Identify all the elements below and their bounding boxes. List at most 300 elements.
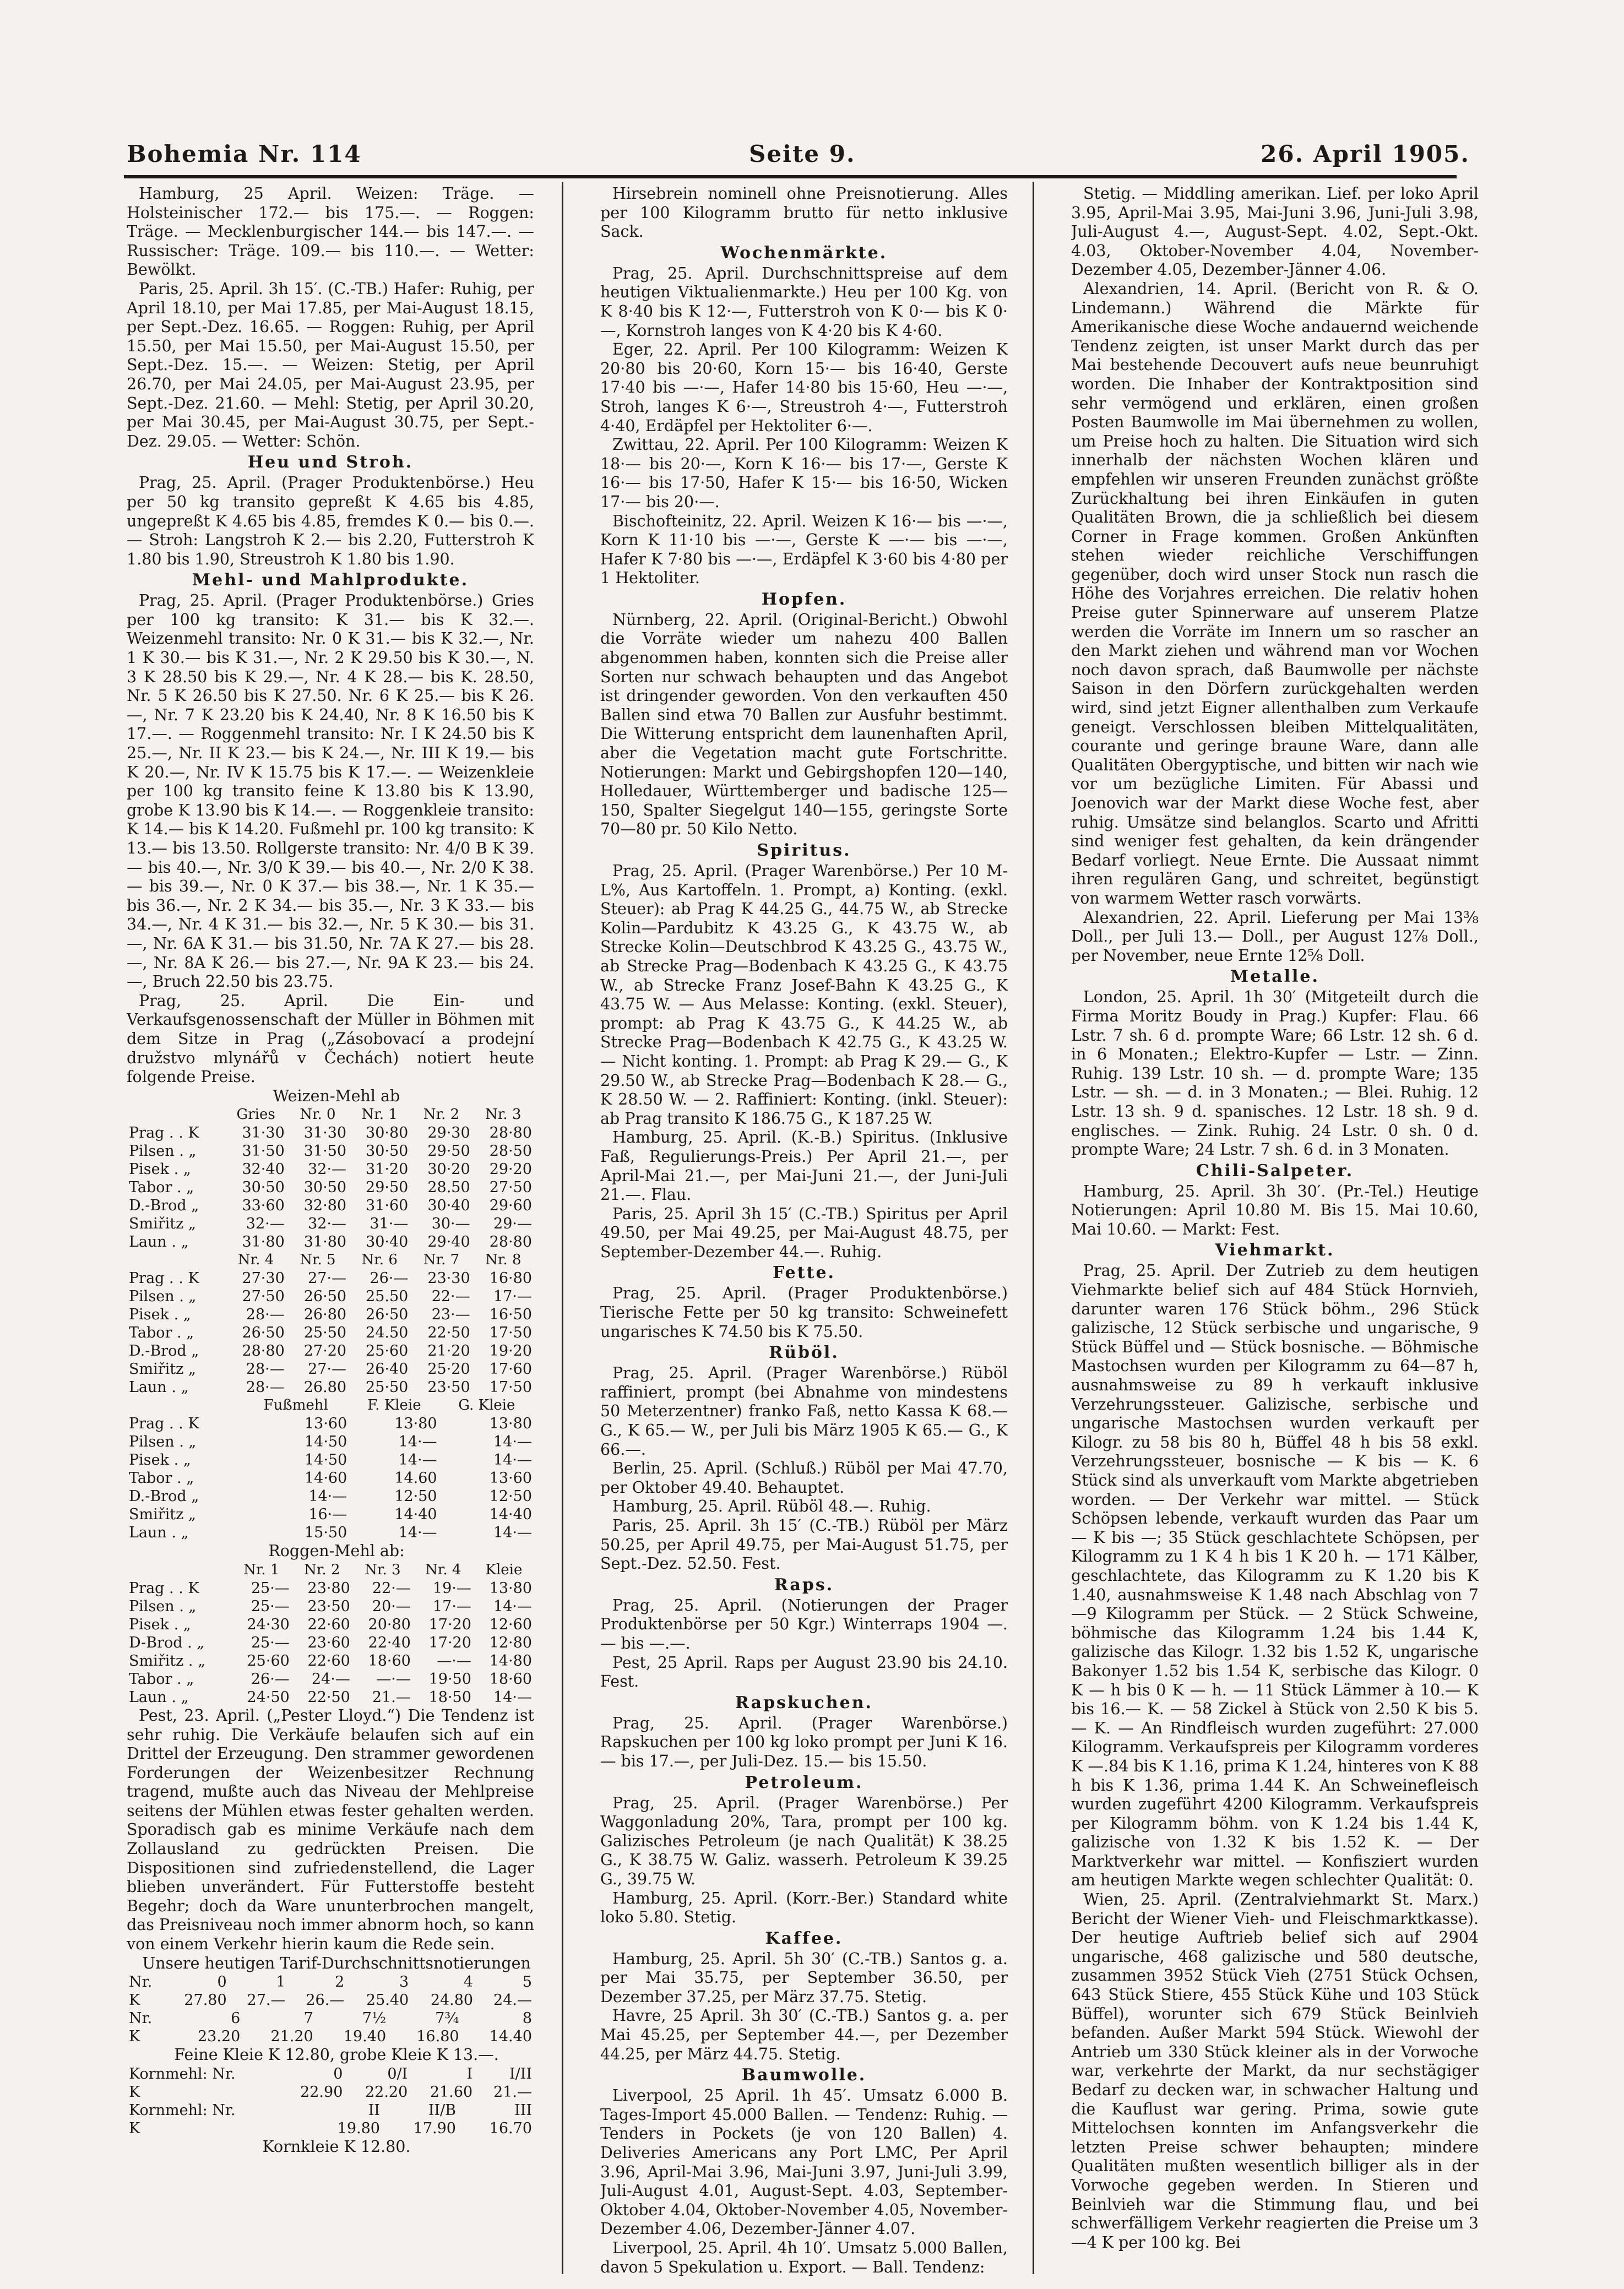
table-row	[127, 1360, 534, 1378]
article-paragraph: Pest, 23. April. („Pester Lloyd.“) Die Tendenz ist sehr ruhig. Die Verkäufe belaufen sich auf ein Drittel der Erzeugung. Den strammer gewordenen Forderungen der Weizenbesitzer Rechnung tragend, mußte auch das Niveau der Mehlpreise seitens der Mühlen etwas fester gehalten werden. Sporadisch gab es minime Verkäufe nach dem Zollausland zu gedrückten Preisen. Die Dispositionen sind zufriedenstellend, die Lager blieben unverändert. Für Futterstoffe besteht Begehr; doch da Ware ununterbrochen mangelt, das Preisniveau noch immer abnorm hoch, so kann von einem Verkehr hierin kaum die Rede sein.	[127, 1706, 534, 1954]
table-header-cell: 2	[335, 1973, 345, 1991]
table-cell: 26·80	[303, 1306, 347, 1324]
table-cell: 24.50	[366, 1324, 409, 1342]
table-cell: Laun . „	[129, 1524, 189, 1542]
table-cell: 14·—	[398, 1433, 437, 1451]
table-cell: 18·60	[368, 1652, 411, 1670]
article-paragraph: Prag, 25. April. (Prager Warenbörse.) Per 10 M-L%, Aus Kartoffeln. 1. Prompt, a) Konting. (exkl. Steuer): ab Prag K 44.25 G., 44.75 W., ab Strecke Kolin—Pardubitz K 43.25 G., K 43.75 W., ab Strecke Kolin—Deutschbrod K 43.25 G., 43.75 W., ab Strecke Prag—Bodenbach K 43.25 G., K 43.75 W., ab Strecke Franz Josef-Bahn K 43.25 G., K 43.75 W. — Aus Melasse: Konting. (exkl. Steuer), prompt: ab Prag K 43.75 G., K 44.25 W., ab Strecke Prag—Bodenbach K 42.75 G., K 43.25 W. — Nicht konting. 1. Prompt: ab Prag K 29.— G., K 29.50 W., ab Strecke Prag—Bodenbach K 28.— G., K 28.50 W. — 2. Raffiniert: Konting. (inkl. Steuer): ab Prag transito K 186.75 G., K 187.25 W.	[600, 862, 1008, 1128]
table-cell: Smiřitz . „	[129, 1652, 206, 1670]
table-header-cell: 5	[522, 1973, 532, 1991]
table-row	[127, 1688, 534, 1706]
table-cell: 27·20	[303, 1342, 347, 1360]
table-cell: 30·40	[366, 1233, 409, 1251]
table-header-row	[127, 1561, 534, 1579]
table-cell: 24.—	[493, 1992, 532, 2009]
table-header-cell: 8	[522, 2010, 532, 2027]
table-header-cell: II/B	[428, 2101, 456, 2119]
table-cell: K	[129, 2028, 140, 2046]
table-cell: 27.80	[184, 1992, 227, 2009]
article-paragraph: Eger, 22. April. Per 100 Kilogramm: Weizen K 20·80 bis 20·60, Korn 15·— bis 16·40, Gerste 17·40 bis —·—, Hafer 14·80 bis 15·60, Heu —·—, Stroh, langes K 6·—, Streustroh 4·—, Futterstroh 4·40, Erdäpfel per Hektoliter 6·—.	[600, 340, 1008, 435]
table-cell: 23.20	[197, 2028, 241, 2046]
price-table	[127, 1561, 534, 1706]
table-header-cell: Nr. 5	[300, 1252, 336, 1269]
table-cell: 23·80	[307, 1579, 350, 1597]
section-heading: Hopfen.	[761, 589, 847, 609]
section-heading: Fette.	[773, 1263, 835, 1283]
table-cell: 26·50	[366, 1306, 409, 1324]
table-cell: 26·—	[370, 1270, 409, 1287]
table-cell: Pisek . „	[129, 1451, 191, 1469]
table-cell: 23·—	[431, 1306, 470, 1324]
table-cell: 27·—	[308, 1361, 347, 1378]
tariff-table	[127, 2065, 534, 2101]
table-cell: 30·40	[427, 1197, 470, 1215]
table-cell: 27·50	[242, 1288, 285, 1306]
tariff-table	[127, 2009, 534, 2046]
table-cell: 19·—	[432, 1579, 471, 1597]
table-row	[127, 1233, 534, 1251]
table-row	[127, 1215, 534, 1233]
table-cell: 23·50	[307, 1597, 350, 1615]
article-paragraph: Prag, 25. April. Durchschnittspreise auf dem heutigen Viktualienmarkte.) Heu per 100 Kg. von K 8·40 bis K 12·—, Futterstroh von K 0·— bis K 0·—, Kornstroh langes von K 4·20 bis K 4·60.	[600, 264, 1008, 340]
table-cell: Tabor . „	[129, 1179, 194, 1197]
table-header-cell	[127, 1106, 225, 1124]
table-header-cell: 4	[463, 1973, 474, 1991]
table-cell: 25·—	[251, 1579, 290, 1597]
article-paragraph: Havre, 25 April. 3h 30′ (C.-TB.) Santos g. a. per Mai 45.25, per September 44.—, per Dezember 44.25, per März 44.75. Stetig.	[600, 2007, 1008, 2063]
section-heading: Raps.	[774, 1575, 834, 1595]
table-header-cell: II	[368, 2101, 380, 2119]
table-header-cell: 3	[399, 1973, 409, 1991]
table-row	[127, 1433, 534, 1451]
table-cell: Pisek . „	[129, 1306, 191, 1324]
article-paragraph: Nürnberg, 22. April. (Original-Bericht.) Obwohl die Vorräte wieder um nahezu 400 Ballen abgenommen haben, konnten sich die Preise aller Sorten nur schwach behaupten und das Angebot ist dringender geworden. Von den verkauften 450 Ballen sind etwa 70 Ballen zur Ausfuhr bestimmt. Die Witterung entspricht dem launenhaften April, aber die Vegetation macht gute Fortschritte. Notierungen: Markt und Gebirgshopfen 120—140, Holledauer, Württemberger und badische 125—150, Spalter Siegelgut 140—155, geringste Sorte 70—80 pr. 50 Kilo Netto.	[600, 610, 1008, 839]
table-cell: 21.—	[493, 2083, 532, 2101]
price-table	[127, 1251, 534, 1396]
article-paragraph: Alexandrien, 14. April. (Bericht von R. & O. Lindemann.) Während die Märkte für Amerikanische diese Woche andauernd weichende Tendenz zeigten, ist unser Markt durch das per Mai bestehende Decouvert aufs neue beunruhigt worden. Die Inhaber der Kontraktposition sind sehr vermögend und erklären, einen großen Posten Baumwolle im Mai übernehmen zu wollen, um Preise hoch zu halten. Die Situation wird sich innerhalb der nächsten Wochen klären und empfehlen wir unseren Freunden zunächst größte Zurückhaltung bei ihren Einkäufen in guten Qualitäten Brown, die ja schließlich bei diesem Corner in Frage kommen. Großen Ankünften stehen wieder reichliche Verschiffungen gegenüber, doch wird unser Stock nun rasch die Höhe des Vorjahres erreichen. Die relativ hohen Preise guter Spinnerware auf unserem Platze werden die Vorräte im Innern um so rascher an den Markt ziehen und während man vor Wochen noch davon sprach, daß Baumwolle per nächste Saison in den Dörfern zurückgehalten werden wird, sind jetzt Eigner allenthalben zum Verkaufe geneigt. Verschlossen bleiben Mittelqualitäten, courante und geringe braune Ware, dann alle Qualitäten Obergyptische, und bitten wir nach wie vor um bezügliche Limiten. Für Abassi und Joenovich war der Markt diese Woche fest, aber ruhig. Umsätze sind belanglos. Scarto und Afritti sind weniger fest gehalten, da kein drängender Bedarf vorliegt. Neue Ernte. Die Aussaat nimmt ihren regulären Gang, und schreitet, begünstigt von warmem Wetter rasch vorwärts.	[1071, 279, 1479, 907]
table-header-cell: Nr. 1	[361, 1106, 398, 1123]
table-header-cell: 6	[231, 2010, 241, 2027]
table-cell: Pilsen . „	[129, 1597, 197, 1615]
table-row	[127, 1451, 534, 1469]
publication-name: Bohemia Nr. 114	[127, 140, 362, 167]
table-cell: 13·80	[394, 1415, 437, 1433]
column-divider	[562, 182, 563, 2274]
table-cell: 29·60	[489, 1197, 532, 1215]
table-cell: 12·50	[489, 1488, 532, 1505]
table-cell: 26.80	[303, 1379, 347, 1396]
table-cell: D.-Brod „	[129, 1197, 199, 1215]
table-cell: 19·50	[428, 1670, 471, 1688]
table-cell: 24·50	[247, 1688, 290, 1706]
table-cell: 21·20	[427, 1342, 470, 1360]
table-cell: K	[129, 2083, 140, 2101]
table-cell: 14·60	[304, 1470, 347, 1487]
table-cell: 25·—	[251, 1597, 290, 1615]
table-header-cell: III	[514, 2101, 532, 2119]
table-cell: 14·—	[398, 1451, 437, 1469]
table-cell: 17·50	[489, 1324, 532, 1342]
section-heading: Wochenmärkte.	[720, 243, 888, 263]
table-cell: 23·60	[307, 1634, 350, 1651]
table-cell: 14·—	[493, 1688, 532, 1706]
table-cell: 14·—	[493, 1451, 532, 1469]
table-cell: 27·50	[489, 1179, 532, 1197]
article-paragraph: Hamburg, 25. April. Rüböl 48.—. Ruhig.	[612, 1497, 931, 1516]
table-cell: 22·40	[368, 1634, 411, 1651]
table-header-row	[127, 2065, 534, 2083]
table-cell: Prag . . K	[129, 1270, 199, 1287]
table-cell: Tabor . „	[129, 1670, 194, 1688]
article-paragraph: Berlin, 25. April. (Schluß.) Rüböl per Mai 47.70, per Oktober 49.40. Behauptet.	[600, 1459, 1008, 1497]
table-row	[127, 1469, 534, 1487]
table-cell: Laun . „	[129, 1233, 189, 1251]
section-heading: Chili-Salpeter.	[1196, 1161, 1354, 1181]
table-cell: 17·—	[493, 1288, 532, 1306]
table-cell: 32·—	[308, 1215, 347, 1233]
table-cell: 28·80	[489, 1233, 532, 1251]
table-cell: 12·60	[489, 1616, 532, 1633]
table-cell: 14·—	[308, 1488, 347, 1505]
table-row	[127, 1670, 534, 1688]
table-row	[127, 1160, 534, 1178]
table-row	[127, 1378, 534, 1396]
table-header-cell	[127, 1251, 225, 1269]
article-paragraph: Prag, 25. April. (Prager Warenbörse.) Rapskuchen per 100 kg loko prompt per Juni K 16.— bis 17.—, per Juli-Dez. 15.— bis 15.50.	[600, 1714, 1008, 1770]
table-header-row	[127, 1973, 534, 1991]
table-header-cell: 0	[333, 2065, 343, 2083]
table-cell: 22·50	[307, 1688, 350, 1706]
table-cell: Prag . . K	[129, 1124, 199, 1142]
table-cell: —·—	[376, 1670, 411, 1688]
table-cell: Laun . „	[129, 1379, 189, 1396]
table-cell: 22.20	[365, 2083, 408, 2101]
table-cell: 22·—	[372, 1579, 411, 1597]
table-cell: Smiřitz „	[129, 1361, 196, 1378]
table-cell: 25.40	[366, 1992, 409, 2009]
table-row	[127, 1616, 534, 1634]
table-cell: 31·80	[303, 1233, 347, 1251]
table-cell: 30·—	[431, 1215, 470, 1233]
table-cell: 14.40	[489, 2028, 532, 2046]
table-cell: 16.80	[416, 2028, 459, 2046]
table-cell: 13·60	[489, 1470, 532, 1487]
column-divider	[1033, 182, 1034, 2274]
table-cell: 14·40	[489, 1506, 532, 1524]
table-cell: Pilsen . „	[129, 1143, 197, 1160]
table-row	[127, 2083, 534, 2101]
table-cell: 29·—	[493, 1215, 532, 1233]
table-note: Feine Kleie K 12.80, grobe Kleie K 13.—.	[174, 2046, 499, 2064]
article-paragraph: Liverpool, 25. April. 4h 10′. Umsatz 5.000 Ballen, davon 5 Spekulation u. Export. — Ball. Tendenz:	[600, 2239, 1008, 2276]
article-paragraph: Stetig. — Middling amerikan. Lief. per loko April 3.95, April-Mai 3.95, Mai-Juni 3.96, Juni-Juli 3.98, Juli-August 4.—, August-Sept. 4.02, Sept.-Okt. 4.03, Oktober-November 4.04, November-Dezember 4.05, Dezember-Jänner 4.06.	[1071, 184, 1479, 279]
table-header-row	[127, 2009, 534, 2027]
table-cell: 15·50	[304, 1524, 347, 1542]
table-cell: 31·30	[242, 1124, 285, 1142]
table-header-cell: 1	[276, 1973, 286, 1991]
table-cell: 31·50	[303, 1143, 347, 1160]
table-cell: 29·20	[489, 1161, 532, 1178]
article-paragraph: Zwittau, 22. April. Per 100 Kilogramm: Weizen K 18·— bis 20·—, Korn K 16·— bis 17·—, Gerste K 16·— bis 17·50, Hafer K 15·— bis 16·50, Wicken 17·— bis 20·—.	[600, 436, 1008, 511]
section-heading: Mehl- und Mahlprodukte.	[192, 570, 469, 590]
section-heading: Viehmarkt.	[1215, 1241, 1335, 1260]
section-heading: Rapskuchen.	[735, 1693, 873, 1712]
table-row	[127, 1597, 534, 1616]
table-header-row	[127, 1251, 534, 1269]
article-paragraph: Alexandrien, 22. April. Lieferung per Mai 13⅜ Doll., per Juli 13.— Doll., per August 12⅞ Doll., per November, neue Ernte 12⅝ Doll.	[1071, 908, 1479, 965]
table-cell: 14·80	[489, 1652, 532, 1670]
table-cell: Pisek . „	[129, 1161, 191, 1178]
table-cell: 25·50	[303, 1324, 347, 1342]
article-paragraph: Hirsebrein nominell ohne Preisnotierung. Alles per 100 Kilogramm brutto für netto inklusive Sack.	[600, 184, 1008, 241]
article-paragraph: Prag, 25. April. (Prager Warenbörse.) Per Waggonladung 20%, Tara, prompt per 100 kg. Galizisches Petroleum (je nach Qualität) K 38.25 G., K 38.75 W. Galiz. wasserh. Petroleum K 39.25 G., 39.75 W.	[600, 1793, 1008, 1888]
table-cell: 21.—	[372, 1688, 411, 1706]
table-cell: 28·—	[246, 1379, 285, 1396]
section-heading: Heu und Stroh.	[247, 453, 414, 472]
column-3	[1071, 184, 1479, 2282]
table-cell: 24·30	[247, 1616, 290, 1633]
table-cell: 17·60	[489, 1361, 532, 1378]
section-heading: Rüböl.	[769, 1343, 839, 1363]
table-header-cell: Nr. 2	[304, 1561, 340, 1578]
table-cell: 26·50	[303, 1288, 347, 1306]
article-paragraph: London, 25. April. 1h 30′ (Mitgeteilt durch die Firma Moritz Boudy in Prag.) Kupfer: Flau. 66 Lstr. 7 sh. 6 d. prompte Ware; 66 Lstr. 12 sh. 6 d. in 6 Monaten.; Elektro-Kupfer — Lstr. — Zinn. Ruhig. 139 Lstr. 10 sh. — d. prompte Ware; 135 Lstr. — sh. — d. in 3 Monaten.; — Blei. Ruhig. 12 Lstr. 13 sh. 9 d. spanisches. 12 Lstr. 18 sh. 9 d. englisches. — Zink. Ruhig. 24 Lstr. 0 sh. 0 d. prompte Ware; 24 Lstr. 7 sh. 6 d. in 3 Monaten.	[1071, 988, 1479, 1159]
table-cell: 16·50	[489, 1306, 532, 1324]
table-cell: 26.—	[306, 1992, 345, 2009]
table-cell: 19.80	[337, 2119, 380, 2137]
section-heading: Baumwolle.	[741, 2065, 867, 2085]
table-row	[127, 1124, 534, 1142]
tariff-table	[127, 2101, 534, 2138]
table-cell: 28·—	[246, 1361, 285, 1378]
issue-date: 26. April 1905.	[1261, 140, 1470, 167]
price-table	[127, 1106, 534, 1251]
table-cell: 23·50	[427, 1379, 470, 1396]
table-cell: Prag . . K	[129, 1415, 199, 1433]
table-cell: 16.70	[489, 2119, 532, 2137]
table-cell: 22·50	[427, 1324, 470, 1342]
article-paragraph: Prag, 25. April. (Prager Warenbörse.) Rüböl raffiniert, prompt (bei Abnahme von mindestens 50 Meterzentner) franko Faß, netto Kassa K 68.— G., K 65.— W., per Juli bis März 1905 K 65.— G., K 66.—.	[600, 1364, 1008, 1459]
table-cell: 14·—	[493, 1433, 532, 1451]
article-paragraph: Bischofteinitz, 22. April. Weizen K 16·— bis —·—, Korn K 11·10 bis —·—, Gerste K —·— bis —·—, Hafer K 7·80 bis —·—, Erdäpfel K 3·60 bis 4·80 per 1 Hektoliter.	[600, 512, 1008, 588]
table-header-cell: Nr. 3	[485, 1106, 522, 1123]
table-cell: 13·80	[489, 1415, 532, 1433]
table-row	[127, 1142, 534, 1160]
table-cell: D-Brod . „	[129, 1634, 205, 1651]
table-header-cell: Nr. 8	[485, 1252, 522, 1269]
table-cell: Tabor . „	[129, 1324, 194, 1342]
table-header-cell: Nr. 1	[243, 1561, 280, 1578]
table-cell: 30·80	[366, 1124, 409, 1142]
table-cell: 17·20	[428, 1616, 471, 1633]
article-paragraph: Hamburg, 25 April. Weizen: Träge. — Holsteinischer 172.— bis 175.—. — Roggen: Träge. — Mecklenburgischer 144.— bis 147.—. — Russischer: Träge. 109.— bis 110.—. — Wetter: Bewölkt.	[127, 184, 534, 279]
table-cell: 14·—	[493, 1597, 532, 1615]
column-2	[600, 184, 1008, 2282]
table-cell: 22·—	[431, 1288, 470, 1306]
table-cell: 23·30	[427, 1270, 470, 1287]
table-header-cell: Nr. 4	[425, 1561, 461, 1578]
table-cell: 30·50	[242, 1179, 285, 1197]
table-cell: 30·50	[366, 1143, 409, 1160]
table-header-cell: I/II	[509, 2065, 532, 2083]
table-row	[127, 1634, 534, 1652]
table-cell: 31·60	[366, 1197, 409, 1215]
table-header-row	[127, 1396, 534, 1415]
table-header-cell: 7½	[362, 2010, 387, 2027]
table-cell: 28.50	[427, 1179, 470, 1197]
table-cell: 27·—	[308, 1270, 347, 1287]
section-heading: Metalle.	[1230, 967, 1319, 987]
table-cell: 12·50	[394, 1488, 437, 1505]
table-cell: Smiřitz „	[129, 1506, 196, 1524]
table-header-cell: 0	[217, 1973, 227, 1991]
table-cell: 32·—	[308, 1161, 347, 1178]
table-header-row	[127, 1106, 534, 1124]
table-header-cell: Nr.	[129, 2010, 153, 2027]
table-header-cell: Nr. 3	[365, 1561, 401, 1578]
page-number: Seite 9.	[749, 140, 856, 167]
table-cell: 31·80	[242, 1233, 285, 1251]
table-cell: 25·60	[366, 1342, 409, 1360]
table-cell: —·—	[437, 1652, 471, 1670]
table-cell: 33·60	[242, 1197, 285, 1215]
table-row	[127, 1524, 534, 1542]
article-paragraph: Hamburg, 25. April. (Korr.-Ber.) Standard white loko 5.80. Stetig.	[600, 1889, 1008, 1927]
table-header-cell: Fußmehl	[263, 1397, 328, 1414]
table-cell: 16·—	[308, 1506, 347, 1524]
table-header-cell: Nr. 2	[423, 1106, 460, 1123]
article-paragraph: Hamburg, 25. April. (K.-B.) Spiritus. (Inklusive Faß, Regulierungs-Preis.) Per April 21.—, per April-Mai 21.—, per Mai-Juni 21.—, der Juni-Juli 21.—. Flau.	[600, 1128, 1008, 1204]
table-cell: 16·80	[489, 1270, 532, 1287]
table-cell: 17.90	[413, 2119, 456, 2137]
table-cell: 14·50	[304, 1433, 347, 1451]
table-row	[127, 1306, 534, 1324]
table-cell: Pilsen . „	[129, 1288, 197, 1306]
article-paragraph: Prag, 25. April. (Prager Produktenbörse.) Heu per 50 kg transito gepreßt K 4.65 bis 4.85, ungepreßt K 4.65 bis 4.85, fremdes K 0.— bis 0.—. — Stroh: Langstroh K 2.— bis 2.20, Futterstroh K 1.80 bis 1.90, Streustroh K 1.80 bis 1.90.	[127, 474, 534, 568]
table-cell: K	[129, 1992, 140, 2009]
article-paragraph: Prag, 25. April. (Prager Produktenbörse.) Gries per 100 kg transito: K 31.— bis K 32.—. Weizenmehl transito: Nr. 0 K 31.— bis K 32.—, Nr. 1 K 30.— bis K 31.—, Nr. 2 K 29.50 bis K 30.—, N. 3 K 28.50 bis K 29.—, Nr. 4 K 28.— bis K. 28.50, Nr. 5 K 26.50 bis K 27.50. Nr. 6 K 25.— bis K 26.—, Nr. 7 K 23.20 bis K 24.40, Nr. 8 K 16.50 bis K 17.—. — Roggenmehl transito: Nr. I K 24.50 bis K 25.—, Nr. II K 23.— bis K 24.—, Nr. III K 19.— bis K 20.—, Nr. IV K 15.75 bis K 17.—. — Weizenkleie per 100 kg transito feine K 13.80 bis K 13.90, grobe K 13.90 bis K 14.—. — Roggenkleie transito: K 14.— bis K 14.20. Fußmehl pr. 100 kg transito: K 13.— bis 13.50. Rollgerste transito: Nr. 4/0 B K 39.— bis 40.—, Nr. 3/0 K 39.— bis 40.—, Nr. 2/0 K 38.— bis 39.—, Nr. 0 K 37.— bis 38.—, Nr. 1 K 35.— bis 36.—, Nr. 2 K 34.— bis 35.—, Nr. 3 K 33.— bis 34.—, Nr. 4 K 31.— bis 32.—, Nr. 5 K 30.— bis 31.—, Nr. 6A K 31.— bis 31.50, Nr. 7A K 27.— bis 28.—, Nr. 8A K 26.— bis 27.—, Nr. 9A K 23.— bis 24.—, Bruch 22.50 bis 23.75.	[127, 591, 534, 991]
table-row	[127, 1415, 534, 1433]
table-cell: 14.60	[394, 1470, 437, 1487]
table-cell: 12·80	[489, 1634, 532, 1651]
table-cell: 19.40	[343, 2028, 387, 2046]
table-cell: 24.80	[430, 1992, 474, 2009]
table-cell: 27.—	[247, 1992, 286, 2009]
table-header-cell: Gries	[236, 1106, 275, 1123]
table-header-cell: 7	[303, 2010, 313, 2027]
article-paragraph: Wien, 25. April. (Zentralviehmarkt St. Marx.) Bericht der Wiener Vieh- und Fleischmarktkasse). Der heutige Auftrieb belief sich auf 2904 ungarische, 468 galizische und 580 deutsche, zusammen 3952 Stück Vieh (2751 Stück Ochsen, 643 Stück Stiere, 455 Stück Kühe und 103 Stück Büffel), worunter sich 679 Stück Beinlvieh befanden. Außer Markt 594 Stück. Wiewohl der Antrieb um 330 Stück kleiner als in der Vorwoche war, verkehrte der Markt, da nur sechstägiger Bedarf zu decken war, in schwacher Haltung und die Kauflust war gering. Prima, sowie gute Mittelochsen konnten im Anfangsverkehr die letzten Preise schwer behaupten; mindere Qualitäten mußten wesentlich billiger als in der Vorwoche gegeben werden. In Stieren und Beinlvieh war die Stimmung flau, und bei schwerfälligem Verkehr reagierten die Preise um 3—4 K per 100 kg. Bei	[1071, 1890, 1479, 2252]
table-cell: 25·50	[366, 1379, 409, 1396]
table-header-cell	[127, 1561, 231, 1579]
article-paragraph: Prag, 25. April. (Prager Produktenbörse.) Tierische Fette per 50 kg transito: Schweinefett ungarisches K 74.50 bis K 75.50.	[600, 1284, 1008, 1341]
table-row	[127, 2027, 534, 2046]
table-header-cell	[127, 1396, 242, 1415]
table-header-cell: Nr. 4	[237, 1252, 274, 1269]
article-paragraph: Liverpool, 25 April. 1h 45′. Umsatz 6.000 B. Tages-Import 45.000 Ballen. — Tendenz: Ruhig. — Tenders in Pockets (je von 120 Ballen) 4. Deliveries Americans any Port LMC, Per April 3.96, April-Mai 3.96, Mai-Juni 3.97, Juni-Juli 3.99, Juli-August 4.01, August-Sept. 4.03, September-Oktober 4.04, Oktober-November 4.05, November-Dezember 4.06, Dezember-Jänner 4.07.	[600, 2086, 1008, 2238]
table-cell: 17·—	[432, 1597, 471, 1615]
table-cell: Laun . „	[129, 1688, 189, 1706]
table-cell: 18·60	[489, 1670, 532, 1688]
table-row	[127, 1342, 534, 1360]
table-cell: 18·50	[428, 1688, 471, 1706]
table-cell: 14·—	[398, 1524, 437, 1542]
table-header-cell: Kleie	[485, 1561, 523, 1578]
table-row	[127, 1287, 534, 1306]
table-cell: 31·—	[370, 1215, 409, 1233]
table-header-cell: Nr. 0	[300, 1106, 336, 1123]
section-heading: Spiritus.	[757, 841, 851, 860]
table-row	[127, 1991, 534, 2009]
table-cell: 26·40	[366, 1361, 409, 1378]
section-heading: Kaffee.	[765, 1928, 843, 1948]
table-row	[127, 1579, 534, 1597]
table-title: Roggen-Mehl ab:	[268, 1542, 405, 1561]
table-header-row	[127, 2101, 534, 2119]
article-paragraph: Paris, 25. April. 3h 15′. (C.-TB.) Hafer: Ruhig, per April 18.10, per Mai 17.85, per Mai-August 18.15, per Sept.-Dez. 16.65. — Roggen: Ruhig, per April 15.50, per Mai 15.50, per Mai-August 15.50, per Sept.-Dez. 15.—. — Weizen: Stetig, per April 26.70, per Mai 24.05, per Mai-August 23.95, per Sept.-Dez. 21.60. — Mehl: Stetig, per April 30.20, per Mai 30.45, per Mai-August 30.75, per Sept.-Dez. 29.05. — Wetter: Schön.	[127, 279, 534, 450]
table-cell: 13·60	[304, 1415, 347, 1433]
table-cell: 28·80	[242, 1342, 285, 1360]
table-row	[127, 1324, 534, 1342]
table-cell: 30·50	[303, 1179, 347, 1197]
table-cell: 29·50	[366, 1179, 409, 1197]
table-cell: 20·—	[372, 1597, 411, 1615]
table-header-cell: F. Kleie	[367, 1397, 421, 1414]
table-cell: 22.90	[300, 2083, 343, 2101]
table-cell: 32·40	[242, 1161, 285, 1178]
article-paragraph: Prag, 25. April. (Notierungen der Prager Produktenbörse per 50 Kgr.) Winterraps 1904 —.— bis —.—.	[600, 1596, 1008, 1652]
article-paragraph: Prag, 25. April. Der Zutrieb zu dem heutigen Viehmarkte belief sich auf 484 Stück Hornvieh, darunter waren 176 Stück böhm., 296 Stück galizische, 12 Stück serbische und ungarische, 9 Stück Büffel und — Stück bosnische. — Böhmische Mastochsen wurden per Kilogramm zu 64—87 h, ausnahmsweise zu 89 h verkauft inklusive Verzehrungssteuer. Galizische, serbische und ungarische Mastochsen wurden verkauft per Kilogr. zu 58 bis 80 h, Büffel 48 h bis 58 exkl. Verzehrungssteuer, bosnische — K bis — K. 6 Stück sind als unverkauft vom Markte abgetrieben worden. — Der Verkehr war mittel. — Stück Schöpsen lebende, verkauft wurden das Paar um — K bis —; 35 Stück geschlachtete Schöpsen, per Kilogramm zu 1 K 4 h bis 1 K 20 h. — 171 Kälber, geschlachtete, das Kilogramm zu K 1.20 bis K 1.40, ausnahmsweise K 1.48 nach Abschlag von 7—9 Kilogramm per Stück. — 2 Stück Schweine, böhmische das Kilogramm 1.24 bis 1.44 K, galizische das Kilogr. 1.32 bis 1.52 K, ungarische Bakonyer 1.52 bis 1.54 K, serbische das Kilogr. 0 K — h bis 0 K — h. — 11 Stück Lämmer à 10.— K bis 16.— K. — 58 Zickel à Stück von 2.50 K bis 5.— K. — An Rindfleisch wurden zugeführt: 27.000 Kilogramm. Verkaufspreis per Kilogramm vorderes K —.84 bis K 1.16, prima K 1.24, hinteres von K 88 h bis K 1.36, prima 1.44 K. An Schweinefleisch wurden zugeführt 4200 Kilogramm. Verkaufspreis per Kilogramm böhm. von K 1.24 bis 1.44 K, galizische von 1.32 K bis 1.52 K. — Der Marktverkehr war mittel. — Konfisziert wurden am heutigen Markte wegen schlechter Qualität: 0.	[1071, 1262, 1479, 1890]
table-cell: 32·—	[246, 1215, 285, 1233]
table-cell: 31·20	[366, 1161, 409, 1178]
table-header-cell: Nr. 7	[423, 1252, 460, 1269]
table-row	[127, 1269, 534, 1287]
table-cell: 19·20	[489, 1342, 532, 1360]
table-row	[127, 1505, 534, 1524]
article-paragraph: Hamburg, 25. April. 3h 30′. (Pr.-Tel.) Heutige Notierungen: April 10.80 M. Bis 15. Mai 10.60, Mai 10.60. — Markt: Fest.	[1071, 1182, 1479, 1238]
table-cell: 26·50	[242, 1324, 285, 1342]
table-cell: 32·80	[303, 1197, 347, 1215]
table-cell: 20·80	[368, 1616, 411, 1633]
table-header-cell: Kornmehl: Nr.	[129, 2065, 236, 2083]
table-cell: 31·30	[303, 1124, 347, 1142]
table-cell: Pisek . „	[129, 1616, 191, 1633]
table-cell: 21.20	[270, 2028, 313, 2046]
table-cell: K	[129, 2119, 140, 2137]
article-paragraph: Prag, 25. April. Die Ein- und Verkaufsgenossenschaft der Müller in Böhmen mit dem Sitze in Prag („Zásobovací a prodejní družstvo mlynářů v Čechách) notiert heute folgende Preise.	[127, 991, 534, 1086]
table-header-cell: Kornmehl: Nr.	[129, 2101, 236, 2119]
article-paragraph: Hamburg, 25. April. 5h 30′ (C.-TB.) Santos g. a. per Mai 35.75, per September 36.50, per Dezember 37.25, per März 37.75. Stetig.	[600, 1949, 1008, 2006]
table-header-cell: Nr. 6	[361, 1252, 398, 1269]
table-cell: 29·50	[427, 1143, 470, 1160]
table-header-cell: G. Kleie	[458, 1397, 515, 1414]
table-row	[127, 1197, 534, 1215]
table-header-cell: Nr.	[129, 1973, 153, 1991]
article-paragraph: Paris, 25. April. 3h 15′ (C.-TB.) Rüböl per März 50.25, per April 49.75, per Mai-August 51.75, per Sept.-Dez. 52.50. Fest.	[600, 1516, 1008, 1573]
table-cell: D.-Brod „	[129, 1342, 199, 1360]
table-cell: 22·60	[307, 1616, 350, 1633]
table-cell: D.-Brod „	[129, 1488, 199, 1505]
table-cell: 29·30	[427, 1124, 470, 1142]
table-title: Weizen-Mehl ab	[273, 1086, 400, 1105]
table-cell: 26·—	[251, 1670, 290, 1688]
table-cell: Prag . . K	[129, 1579, 199, 1597]
table-cell: 24·—	[311, 1670, 350, 1688]
table-cell: 14·40	[394, 1506, 437, 1524]
table-cell: Pilsen . „	[129, 1433, 197, 1451]
table-cell: 25.50	[366, 1288, 409, 1306]
table-cell: 17·50	[489, 1379, 532, 1396]
table-header-cell: 0/I	[387, 2065, 408, 2083]
